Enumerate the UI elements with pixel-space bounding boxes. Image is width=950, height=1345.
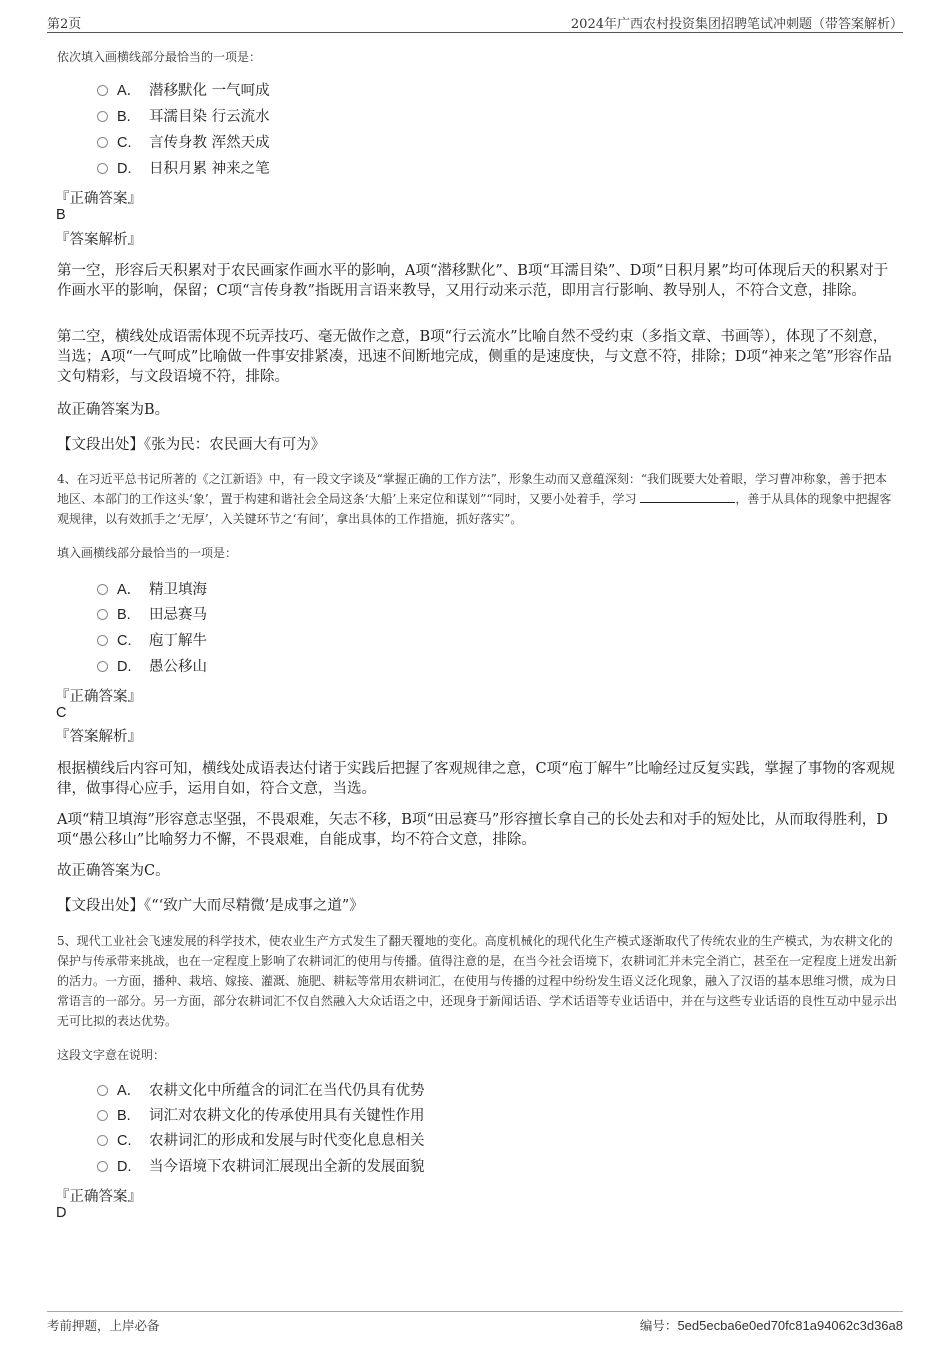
option-letter: D. [117, 161, 132, 177]
option-text: 耳濡目染 行云流水 [149, 109, 270, 125]
page-number: 第2页 [47, 17, 82, 32]
q5-option-b[interactable] [97, 1105, 425, 1127]
q3-analysis-paragraph-1: 第一空，形容后天积累对于农民画家作画水平的影响，A项“潜移默化”、B项“耳濡目染”、D项“日积月累”均可体现后天的积累对于作画水平的影响，保留；C项“言传身教”指既用言语来教导，又用行动来示范，即用言行影响、教导别人，不符合文意，排除。 [57, 263, 889, 299]
option-letter: A． [117, 1083, 142, 1099]
radio-icon[interactable] [97, 609, 108, 620]
q5-answer: D [56, 1205, 67, 1221]
q3-answer-label: 『正确答案』 [55, 191, 142, 207]
radio-icon[interactable] [97, 1085, 108, 1096]
document-id-code: 5ed5ecba6e0ed70fc81a94062c3d36a8 [677, 1318, 903, 1333]
document-id [640, 1316, 903, 1334]
q4-source: 【文段出处】《“‘致广大而尽精微’是成事之道”》 [57, 898, 364, 914]
q3-source: 【文段出处】《张为民：农民画大有可为》 [57, 437, 326, 453]
answer-blank [640, 490, 735, 503]
q3-option-a[interactable] [97, 80, 270, 102]
option-letter: A． [117, 83, 142, 99]
option-letter: B. [117, 1108, 131, 1124]
q4-option-d[interactable] [97, 656, 207, 678]
radio-icon[interactable] [97, 163, 108, 174]
option-letter: D. [117, 659, 132, 675]
q5-answer-label: 『正确答案』 [55, 1189, 142, 1205]
q4-option-a[interactable] [97, 579, 207, 601]
option-text: 农耕文化中所蕴含的词汇在当代仍具有优势 [149, 1083, 425, 1099]
option-text: 精卫填海 [149, 582, 207, 598]
q4-stem [57, 469, 897, 529]
option-text: 词汇对农耕文化的传承使用具有关键性作用 [149, 1108, 425, 1124]
option-letter: C. [117, 135, 132, 151]
q4-analysis-paragraph-1: 根据横线后内容可知，横线处成语表达付诸于实践后把握了客观规律之意，C项“庖丁解牛”比喻经过反复实践，掌握了事物的客观规律，做事得心应手，运用自如，符合文意，当选。 [57, 761, 895, 797]
q3-analysis-label: 『答案解析』 [55, 232, 142, 248]
radio-icon[interactable] [97, 111, 108, 122]
option-letter: C. [117, 1133, 132, 1149]
radio-icon[interactable] [97, 1110, 108, 1121]
option-text: 农耕词汇的形成和发展与时代变化息息相关 [149, 1133, 425, 1149]
page-header [47, 10, 903, 33]
q4-analysis-label: 『答案解析』 [55, 729, 142, 745]
radio-icon[interactable] [97, 1161, 108, 1172]
page-footer [47, 1311, 903, 1340]
radio-icon[interactable] [97, 137, 108, 148]
q5-prompt: 这段文字意在说明： [57, 1048, 166, 1062]
radio-icon[interactable] [97, 85, 108, 96]
option-text: 日积月累 神来之笔 [149, 161, 270, 177]
q4-answer: C [56, 705, 67, 721]
radio-icon[interactable] [97, 635, 108, 646]
q4-analysis-paragraph-2: A项“精卫填海”形容意志坚强，不畏艰难，矢志不移，B项“田忌赛马”形容擅长拿自己的长处去和对手的短处比，从而取得胜利，D项“愚公移山”比喻努力不懈，不畏艰难，自能成事，均不符合文意，排除。 [57, 812, 888, 848]
option-text: 潜移默化 一气呵成 [149, 83, 270, 99]
option-text: 愚公移山 [149, 659, 207, 675]
q4-stem-part-1: 4、在习近平总书记所著的《之江新语》中，有一段文字谈及“掌握正确的工作方法”，形象生动而又意蕴深刻：“我们既要大处着眼，学习曹冲称象，善于把本地区、本部门的工作这头‘象’，置于构建和谐社会全局这条‘大船’上来定位和谋划”“同时，又要小处着手，学习 [57, 472, 888, 506]
option-text: 言传身教 浑然天成 [149, 135, 270, 151]
option-letter: B. [117, 607, 131, 623]
q3-option-d[interactable] [97, 158, 270, 180]
q4-option-b[interactable] [97, 604, 207, 626]
q3-prompt: 依次填入画横线部分最恰当的一项是： [57, 50, 262, 64]
option-letter: B. [117, 109, 131, 125]
q4-conclusion: 故正确答案为C。 [57, 863, 170, 879]
option-text: 田忌赛马 [149, 607, 207, 623]
option-letter: C. [117, 633, 132, 649]
document-title: 2024年广西农村投资集团招聘笔试冲刺题（带答案解析） [570, 17, 903, 32]
option-letter: A． [117, 582, 142, 598]
q5-stem: 5、现代工业社会飞速发展的科学技术，使农业生产方式发生了翻天覆地的变化。高度机械化的现代化生产模式逐渐取代了传统农业的生产模式，为农耕文化的保护与传承带来挑战，也在一定程度上影响了农耕词汇的使用与传播。值得注意的是，在当今社会语境下，农耕词汇并未完全消亡，甚至在一定程度上迸发出新的活力。一方面，播种、栽培、嫁接、灌溉、施肥、耕耘等常用农耕词汇，在使用与传播的过程中纷纷发生语义泛化现象，融入了汉语的基本思维习惯，成为日常语言的一部分。另一方面，部分农耕词汇不仅自然融入大众话语之中，还现身于新闻话语、学术话语等专业话语中，并在与这些专业话语的良性互动中显示出无可比拟的表达优势。 [57, 934, 898, 1028]
q3-conclusion: 故正确答案为B。 [57, 402, 170, 418]
option-text: 当今语境下农耕词汇展现出全新的发展面貌 [149, 1159, 425, 1175]
radio-icon[interactable] [97, 1135, 108, 1146]
option-text: 庖丁解牛 [149, 633, 207, 649]
q5-option-a[interactable] [97, 1080, 425, 1102]
document-id-label: 编号： [639, 1318, 678, 1333]
q4-prompt: 填入画横线部分最恰当的一项是： [57, 546, 238, 560]
q5-option-d[interactable] [97, 1156, 425, 1178]
option-letter: D. [117, 1159, 132, 1175]
q3-analysis-paragraph-2: 第二空，横线处成语需体现不玩弄技巧、毫无做作之意，B项“行云流水”比喻自然不受约束（多指文章、书画等），体现了不刻意，当选；A项“一气呵成”比喻做一件事安排紧凑，迅速不间断地完成，侧重的是速度快，与文意不符，排除；D项“神来之笔”形容作品文句精彩，与文段语境不符，排除。 [57, 329, 892, 385]
radio-icon[interactable] [97, 661, 108, 672]
q3-option-c[interactable] [97, 132, 270, 154]
q3-option-b[interactable] [97, 106, 270, 128]
q4-option-c[interactable] [97, 630, 207, 652]
q5-option-c[interactable] [97, 1130, 425, 1152]
footer-slogan: 考前押题，上岸必备 [47, 1318, 160, 1333]
q3-answer: B [56, 207, 66, 223]
radio-icon[interactable] [97, 584, 108, 595]
q4-answer-label: 『正确答案』 [55, 689, 142, 705]
q4-stem-part-2: ，善于从具体的现象中把握客观规律，以有效抓手之‘无厚’，入关键环节之‘有间’，拿出具体的工作措施，抓好落实”。 [57, 492, 892, 526]
